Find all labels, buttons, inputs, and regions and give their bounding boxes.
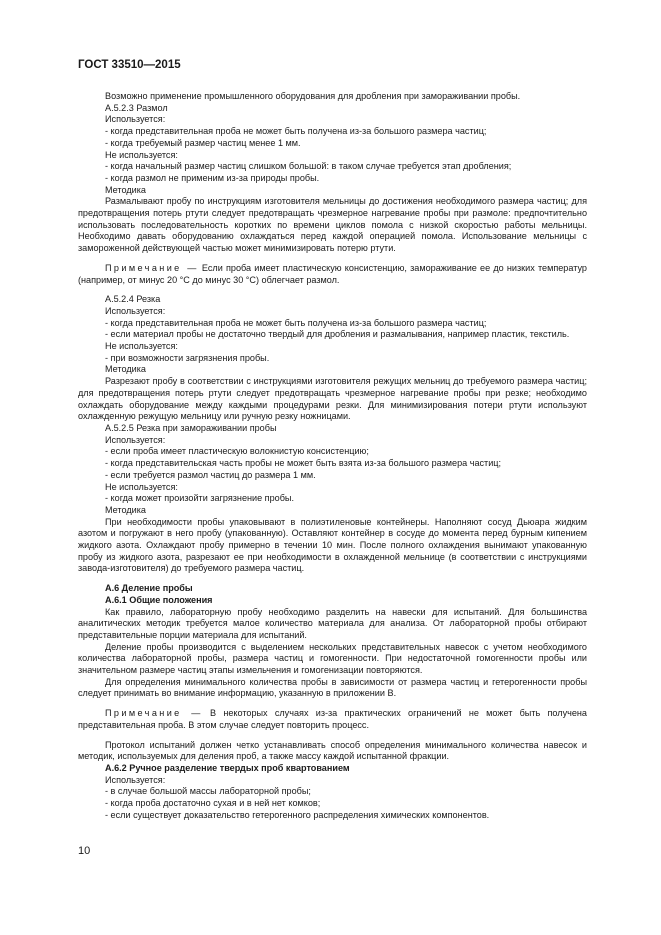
- section-heading: А.6 Деление пробы: [105, 583, 193, 594]
- paragraph: - когда представительная проба не может быть получена из-за большого размера частиц;: [105, 126, 487, 137]
- spacer: [78, 286, 587, 294]
- note-text: Если проба имеет пластическую консистенцию, замораживание ее до низких температур (например, от минус 20 °С до минус 30 °С) облегчает размол.: [78, 262, 587, 285]
- page-number: 10: [78, 845, 91, 857]
- note-label: Примечание —: [105, 708, 203, 719]
- paragraph: Используется:: [105, 774, 166, 785]
- paragraph: - когда представительская часть пробы не может быть взята из-за большого размера частиц;: [105, 458, 502, 469]
- paragraph: Размалывают пробу по инструкциям изготовителя мельницы до достижения необходимого размера частиц; для предотвращения потерь ртути следует предотвращать чрезмерное нагревание пробы при размоле: предпочтительно использовать последовательность коротких по времени циклов помола с низкой скоростью работы мельницы. Необходимо давать оборудованию охлаждаться перед каждой операцией помола. Использование мельницы с замороженной действующей частью может минимизировать потерю ртути.: [78, 196, 587, 254]
- paragraph: Не используется:: [105, 149, 178, 160]
- paragraph: - если требуется размол частиц до размера 1 мм.: [105, 469, 316, 480]
- paragraph: - когда представительная проба не может быть получена из-за большого размера частиц;: [105, 317, 487, 328]
- section-heading: А.6.1 Общие положения: [105, 594, 213, 605]
- paragraph: Не используется:: [105, 341, 178, 352]
- paragraph: Разрезают пробу в соответствии с инструкциями изготовителя режущих мельниц до требуемого размера частиц; для предотвращения потерь ртути следует предотвращать чрезмерное нагревание пробы при резке; необходимо охлаждать оборудование между каждыми процедурами резки. Для минимизирования потери ртути используют охлажденную режущую мельницу или ручную резку ножницами.: [78, 376, 587, 422]
- paragraph: Возможно применение промышленного оборудования для дробления при замораживании пробы.: [105, 91, 521, 101]
- paragraph: А.5.2.5 Резка при замораживании пробы: [105, 422, 277, 433]
- paragraph: Методика: [105, 504, 146, 515]
- paragraph: - если проба имеет пластическую волокнистую консистенцию;: [105, 446, 369, 457]
- paragraph: - когда проба достаточно сухая и в ней нет комков;: [105, 798, 321, 809]
- paragraph: - когда начальный размер частиц слишком большой: в таком случае требуется этап дробления;: [105, 161, 512, 172]
- paragraph: Используется:: [105, 114, 166, 125]
- section-heading: А.6.2 Ручное разделение твердых проб квартованием: [105, 762, 350, 773]
- spacer: [78, 700, 587, 708]
- note-paragraph: [78, 263, 587, 286]
- paragraph: - когда требуемый размер частиц менее 1 мм.: [105, 137, 301, 148]
- paragraph: - если материал пробы не достаточно твердый для дробления и размалывания, например пластик, текстиль.: [105, 329, 570, 340]
- paragraph: Методика: [105, 184, 146, 195]
- paragraph: При необходимости пробы упаковывают в полиэтиленовые контейнеры. Наполняют сосуд Дьюара жидким азотом и погружают в него пробу (упакованную). Оставляют контейнер в сосуде до момента перед бурным кипением жидкого азота. Охлаждают пробу примерно в течении 10 мин. После полного охлаждения вынимают упакованную пробу из жидкого азота, разрезают ее при необходимости в охлажденной мельнице (в соответствии с инструкциями завода-изготовителя) до требуемого размера частиц.: [78, 516, 587, 574]
- spacer: [78, 255, 587, 263]
- paragraph: Деление пробы производится с выделением нескольких представительных навесок с учетом необходимого количества лабораторной пробы, размера частиц и гомогенности. При недостаточной гомогенности пробы или значительном размере частиц этапы измельчения и гомогенизации повторяются.: [78, 641, 587, 676]
- paragraph: Используется:: [105, 434, 166, 445]
- paragraph: Не используется:: [105, 481, 178, 492]
- paragraph: Методика: [105, 364, 146, 375]
- note-label: Примечание —: [105, 262, 199, 273]
- paragraph: - когда размол не применим из-за природы пробы.: [105, 172, 320, 183]
- paragraph: Протокол испытаний должен четко устанавливать способ определения минимального количества навесок и методик, используемых для деления проб, а также массу каждой испытанной фракции.: [78, 739, 587, 762]
- document-body: [78, 91, 587, 821]
- note-text: В некоторых случаях из-за практических ограничений не может быть получена представительная проба. В этом случае следует повторить процесс.: [78, 708, 587, 730]
- paragraph: - когда может произойти загрязнение пробы.: [105, 493, 294, 504]
- spacer: [78, 732, 587, 740]
- document-header: ГОСТ 33510—2015: [78, 59, 181, 71]
- paragraph: - в случае большой массы лабораторной пробы;: [105, 786, 311, 797]
- paragraph: - при возможности загрязнения пробы.: [105, 352, 270, 363]
- note-paragraph: [78, 708, 587, 731]
- paragraph: А.5.2.3 Размол: [105, 102, 168, 113]
- paragraph: Используется:: [105, 305, 166, 316]
- spacer: [78, 575, 587, 583]
- paragraph: А.5.2.4 Резка: [105, 294, 161, 305]
- paragraph: Для определения минимального количества пробы в зависимости от размера частиц и гетерогенности пробы следует принимать во внимание информацию, указанную в приложении В.: [78, 676, 587, 699]
- paragraph: Как правило, лабораторную пробу необходимо разделить на навески для испытаний. Для большинства аналитических методик требуется малое количество материала для анализа. От лабораторной пробы отбирают представительные порции материала для испытаний.: [78, 606, 587, 640]
- paragraph: - если существует доказательство гетерогенного распределения химических компонентов.: [105, 809, 490, 820]
